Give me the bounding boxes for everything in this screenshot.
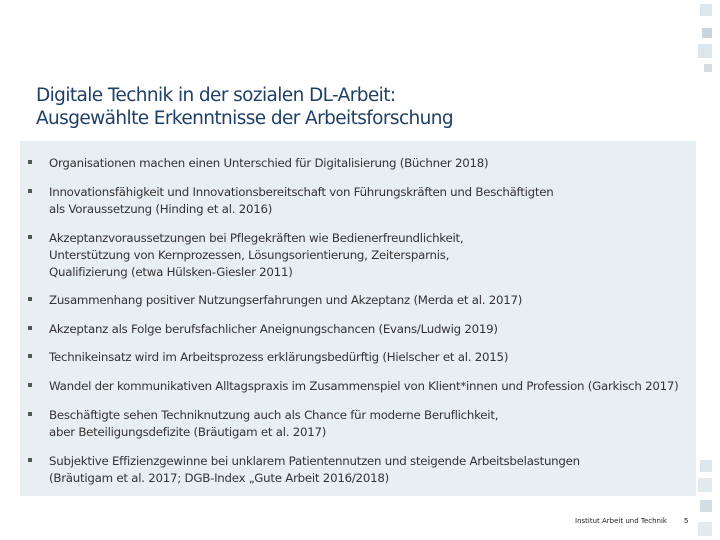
bullet-marker (28, 235, 32, 239)
decor-square (698, 522, 712, 536)
bullet-line: Innovationsfähigkeit und Innovationsbereitschaft von Führungskräften und Beschäftigten (49, 185, 554, 199)
footer-institute: Institut Arbeit und Technik (575, 517, 667, 525)
bullet-line: Qualifizierung (etwa Hülsken-Giesler 2011) (49, 265, 293, 279)
decor-square (698, 44, 712, 58)
bullet-text (49, 292, 689, 309)
decor-square (700, 4, 712, 16)
bullet-marker (28, 383, 32, 387)
slide-title (36, 84, 656, 130)
bullet-text (49, 378, 689, 395)
bullet-text (49, 155, 689, 172)
bullet-marker (28, 412, 32, 416)
bullet-line: Technikeinsatz wird im Arbeitsprozess erklärungsbedürftig (Hielscher et al. 2015) (49, 350, 509, 364)
decorative-squares (694, 0, 720, 540)
bullet-line: Organisationen machen einen Unterschied für Digitalisierung (Büchner 2018) (49, 156, 489, 170)
bullet-marker (28, 160, 32, 164)
bullet-line: Beschäftigte sehen Techniknutzung auch als Chance für moderne Beruflichkeit, (49, 408, 499, 422)
bullet-text (49, 407, 689, 441)
bullet-marker (28, 326, 32, 330)
title-line-2: Ausgewählte Erkenntnisse der Arbeitsforschung (36, 108, 454, 129)
bullet-line: Subjektive Effizienzgewinne bei unklarem Patientennutzen und steigende Arbeitsbelastungen (49, 454, 580, 468)
bullet-marker (28, 189, 32, 193)
bullet-line: Zusammenhang positiver Nutzungserfahrungen und Akzeptanz (Merda et al. 2017) (49, 293, 523, 307)
bullet-list-panel (20, 141, 696, 496)
bullet-line: Akzeptanzvoraussetzungen bei Pflegekräften wie Bedienerfreundlichkeit, (49, 231, 464, 245)
decor-square (702, 28, 712, 38)
bullet-text (49, 321, 689, 338)
bullet-text (49, 230, 689, 281)
page-number: 5 (684, 517, 689, 525)
bullet-line: aber Beteiligungsdefizite (Bräutigam et al. 2017) (49, 425, 327, 439)
bullet-line: Unterstützung von Kernprozessen, Lösungsorientierung, Zeitersparnis, (49, 248, 450, 262)
bullet-marker (28, 297, 32, 301)
decor-square (700, 460, 712, 472)
bullet-text (49, 453, 689, 487)
bullet-line: als Voraussetzung (Hinding et al. 2016) (49, 202, 273, 216)
bullet-marker (28, 354, 32, 358)
bullet-line: (Bräutigam et al. 2017; DGB-Index „Gute Arbeit 2016/2018) (49, 471, 389, 485)
decor-square (698, 478, 712, 492)
bullet-line: Wandel der kommunikativen Alltagspraxis im Zusammenspiel von Klient*innen und Profession (Garkisch 2017) (49, 379, 679, 393)
bullet-text (49, 184, 689, 218)
bullet-marker (28, 458, 32, 462)
title-line-1: Digitale Technik in der sozialen DL-Arbeit: (36, 85, 396, 106)
decor-square (704, 64, 712, 72)
bullet-line: Akzeptanz als Folge berufsfachlicher Aneignungschancen (Evans/Ludwig 2019) (49, 322, 498, 336)
decor-square (700, 500, 712, 512)
bullet-text (49, 349, 689, 366)
